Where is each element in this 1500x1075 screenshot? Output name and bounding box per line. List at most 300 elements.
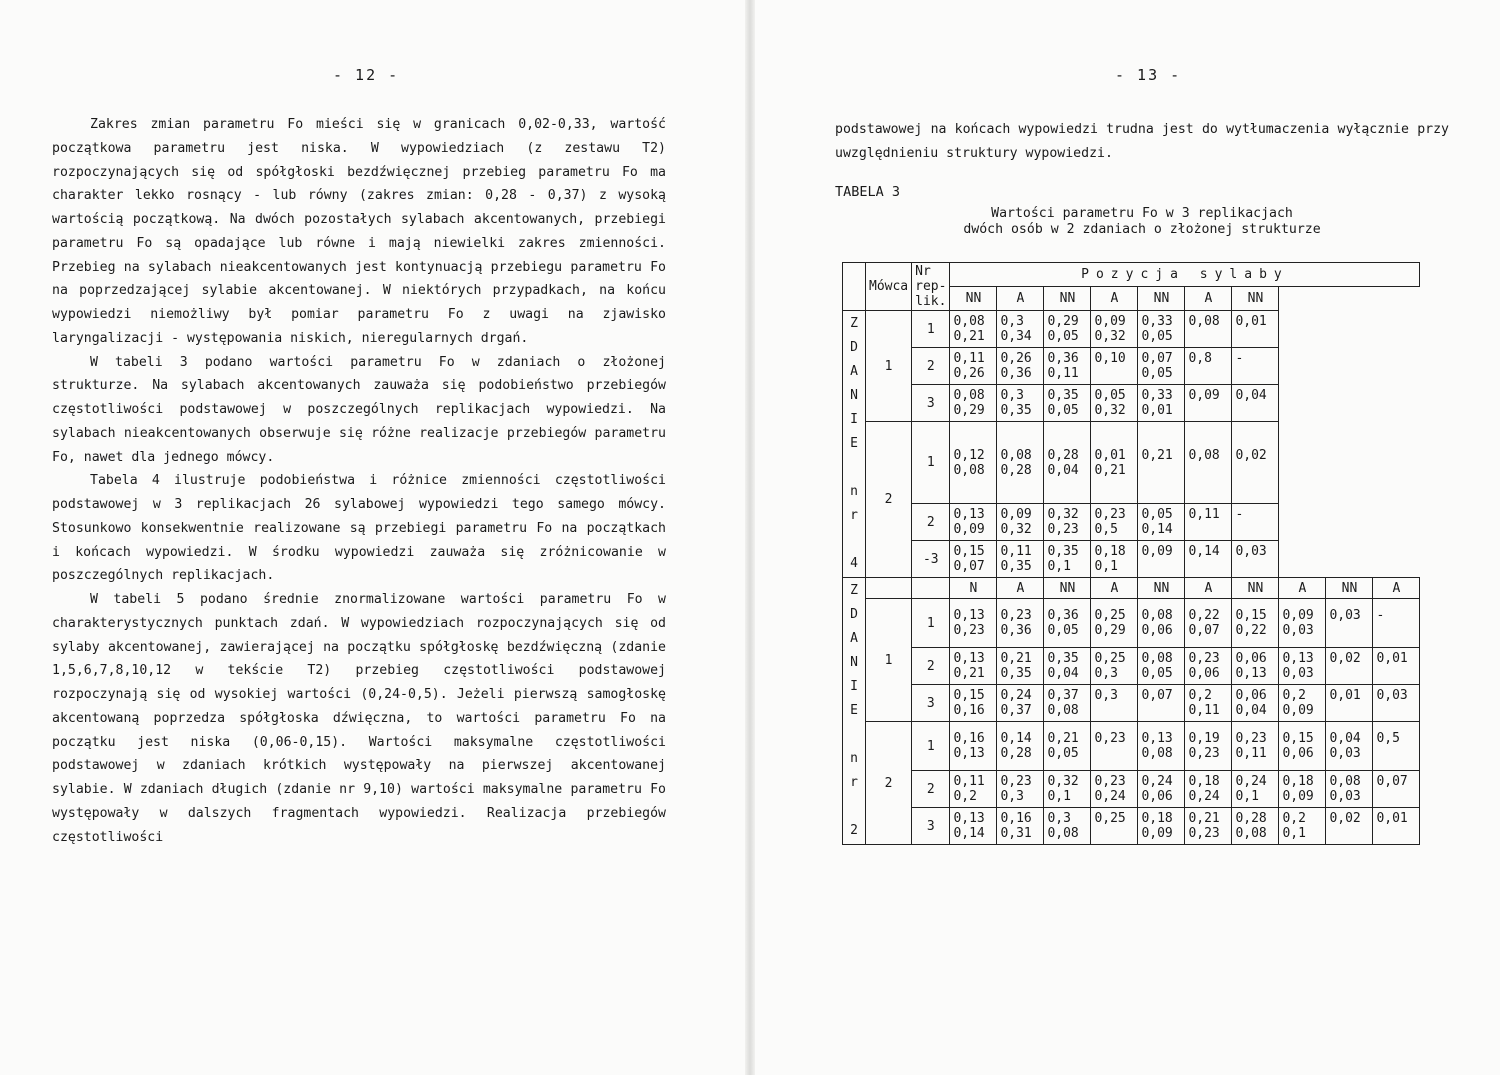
cell-value: 0,08 (1329, 774, 1361, 789)
syllable-column: A (1091, 287, 1138, 311)
syllable-column: NN (1326, 578, 1373, 599)
page-number: - 13 - (1115, 66, 1182, 84)
cell-value: 0,5 (1094, 522, 1118, 537)
cell-value: 0,35 (1047, 651, 1079, 666)
cell-value (1188, 463, 1228, 478)
cell-value: 0,03 (1376, 688, 1408, 703)
cell-value: 0,3 (1094, 666, 1118, 681)
table-cell (1326, 771, 1373, 808)
table-cell (950, 311, 997, 348)
cell-value: 0,26 (953, 366, 985, 381)
table-cell (1044, 685, 1091, 722)
table-cell (1091, 648, 1138, 685)
replication-number: 2 (912, 771, 950, 808)
table-cell (997, 808, 1044, 845)
cell-value (1094, 366, 1134, 381)
cell-value: 0,18 (1141, 811, 1173, 826)
cell-value: 0,21 (1047, 731, 1079, 746)
table-cell (1138, 385, 1185, 422)
table-cell (1044, 771, 1091, 808)
cell-value: 0,37 (1047, 688, 1079, 703)
cell-value: 0,35 (1000, 666, 1032, 681)
cell-value: 0,14 (1000, 731, 1032, 746)
cell-value: 0,2 (953, 789, 977, 804)
sentence-label-char (846, 795, 862, 819)
cell-value: 0,12 (953, 447, 985, 463)
cell-value: 0,23 (1000, 608, 1032, 623)
caption-line: Wartości parametru Fo w 3 replikacjach (991, 206, 1293, 221)
cell-value: 0,36 (1000, 623, 1032, 638)
cell-value: 0,08 (1188, 447, 1220, 463)
empty-header (1279, 287, 1420, 311)
cell-value: 0,34 (1000, 329, 1032, 344)
cell-value: 0,05 (1141, 366, 1173, 381)
cell-value (1235, 329, 1275, 344)
sentence-label-char: r (850, 775, 858, 790)
cell-value: 0,32 (1047, 774, 1079, 789)
sentence-label-char: E (850, 703, 858, 718)
empty-cell (1279, 422, 1420, 504)
cell-value (1141, 703, 1181, 718)
table-cell (1044, 422, 1091, 504)
cell-value: 0,13 (953, 651, 985, 666)
cell-value: 0,13 (953, 811, 985, 826)
table-cell (1091, 599, 1138, 648)
table-cell (1044, 808, 1091, 845)
cell-value: 0,5 (1376, 731, 1400, 746)
table-cell (1232, 422, 1279, 504)
cell-value: 0,18 (1188, 774, 1220, 789)
table-cell (950, 422, 997, 504)
syllable-column: A (997, 578, 1044, 599)
cell-value: 0,29 (1047, 314, 1079, 329)
table-cell (950, 808, 997, 845)
cell-value: 0,24 (1000, 688, 1032, 703)
replication-number: 2 (912, 348, 950, 385)
cell-value (1329, 623, 1369, 638)
cell-value (1376, 666, 1416, 681)
cell-value: 0,2 (1188, 688, 1212, 703)
table-row (843, 599, 1420, 648)
table-cell (1138, 808, 1185, 845)
table-cell (1232, 685, 1279, 722)
cell-value: 0,25 (1094, 608, 1126, 623)
cell-value: 0,09 (1141, 826, 1173, 841)
table-cell (997, 771, 1044, 808)
table-cell (1279, 808, 1326, 845)
cell-value: 0,14 (1141, 522, 1173, 537)
table-cell (1185, 808, 1232, 845)
cell-value: 0,23 (1094, 774, 1126, 789)
cell-value: 0,09 (953, 522, 985, 537)
cell-value: 0,28 (1047, 447, 1079, 463)
cell-value: 0,1 (1047, 559, 1071, 574)
table-cell (1279, 685, 1326, 722)
cell-value: 0,06 (1188, 666, 1220, 681)
replication-number: -3 (912, 541, 950, 578)
cell-value: 0,01 (1235, 314, 1267, 329)
sentence-label-char: D (850, 607, 858, 622)
table-cell (1373, 685, 1420, 722)
syllable-column: NN (1138, 287, 1185, 311)
speaker-number: 1 (866, 311, 912, 422)
cell-value: 0,1 (1047, 789, 1071, 804)
table-cell (950, 648, 997, 685)
speaker-header-blank (866, 578, 912, 599)
cell-value (1188, 522, 1228, 537)
table-cell (950, 685, 997, 722)
table-cell (1326, 685, 1373, 722)
cell-value: 0,05 (1141, 666, 1173, 681)
table-cell (1138, 685, 1185, 722)
table-cell (1091, 541, 1138, 578)
table-cell (1044, 599, 1091, 648)
replication-number: 2 (912, 504, 950, 541)
table-cell (1232, 648, 1279, 685)
table-cell (1232, 311, 1279, 348)
cell-value (1376, 746, 1416, 761)
table-cell (1232, 541, 1279, 578)
table-cell (950, 599, 997, 648)
empty-cell (1279, 348, 1420, 385)
cell-value: 0,21 (953, 666, 985, 681)
cell-value: 0,07 (953, 559, 985, 574)
cell-value: 0,23 (953, 623, 985, 638)
syllable-column: NN (1232, 287, 1279, 311)
cell-value: 0,09 (1094, 314, 1126, 329)
cell-value: 0,3 (1000, 314, 1024, 329)
table-cell (1373, 771, 1420, 808)
cell-value: 0,03 (1329, 608, 1361, 623)
speaker-number: 1 (866, 599, 912, 722)
cell-value: 0,02 (1329, 651, 1361, 666)
table-cell (1091, 422, 1138, 504)
cell-value: 0,13 (1141, 731, 1173, 746)
cell-value: 0,23 (1094, 507, 1126, 522)
paragraph: W tabeli 5 podano średnie znormalizowane wartości parametru Fo w charakterystycznych punktach zdań. W wypowiedziach rozpoczynających się od sylaby akcentowanej, zawierającej na początku spółgłoskę bezdźwięczną (zdanie 1,5,6,7,8,10,12 w tekście T2) przebieg częstotliwości podstawowej rozpoczynają się od wysokiej wartości (0,24-0,5). Jeżeli pierwszą samogłoskę akcentowaną poprzedza spółgłoska dźwięczna, to wartości parametru Fo na początku jest niska (0,06-0,15). Wartości maksymalne częstotliwości podstawowej w zdaniach krótkich występowały na pierwszej akcentowanej sylabie. W zdaniach długich (zdanie nr 9,10) wartości maksymalne parametru Fo występowały w dalszych fragmentach wypowiedzi. Realizacja przebiegów częstotliwości (52, 592, 666, 845)
cell-value: 0,35 (1047, 388, 1079, 403)
table-cell (1326, 808, 1373, 845)
sentence-label-char: 4 (850, 556, 858, 571)
empty-cell (1279, 385, 1420, 422)
cell-value: 0,06 (1282, 746, 1314, 761)
table-cell (1279, 648, 1326, 685)
table-cell (950, 348, 997, 385)
cell-value: 0,36 (1047, 351, 1079, 366)
cell-value: 0,16 (953, 703, 985, 718)
cell-value: 0,03 (1282, 666, 1314, 681)
cell-value: 0,15 (953, 544, 985, 559)
table-cell (1185, 541, 1232, 578)
table-cell (1138, 504, 1185, 541)
empty-cell (1279, 311, 1420, 348)
table-cell (997, 541, 1044, 578)
sentence-label-char: A (850, 364, 858, 379)
sentence-label-char: D (850, 340, 858, 355)
table-cell (1091, 808, 1138, 845)
cell-value: 0,14 (1188, 544, 1220, 559)
cell-value (1376, 789, 1416, 804)
cell-value: 0,3 (1000, 789, 1024, 804)
table-cell (1232, 504, 1279, 541)
cell-value: 0,05 (1094, 388, 1126, 403)
cell-value: 0,01 (1329, 688, 1361, 703)
cell-value (1188, 559, 1228, 574)
cell-value: 0,08 (953, 388, 985, 403)
table-cell (1232, 771, 1279, 808)
syllable-column: NN (950, 287, 997, 311)
table-cell (1091, 685, 1138, 722)
cell-value (1235, 522, 1275, 537)
replication-number: 3 (912, 685, 950, 722)
table-cell (1279, 722, 1326, 771)
cell-value: 0,15 (1235, 608, 1267, 623)
table-cell (997, 722, 1044, 771)
cell-value: 0,01 (1141, 403, 1173, 418)
table-cell (950, 771, 997, 808)
table-cell (1232, 808, 1279, 845)
cell-value: 0,8 (1188, 351, 1212, 366)
table-cell (1044, 541, 1091, 578)
replication-number: 2 (912, 648, 950, 685)
cell-value: 0,23 (1188, 746, 1220, 761)
table-cell (1091, 504, 1138, 541)
cell-value: 0,08 (953, 462, 985, 478)
syllable-column: A (1373, 578, 1420, 599)
cell-value (1235, 403, 1275, 418)
cell-value (1376, 623, 1416, 638)
cell-value: 0,23 (1094, 731, 1126, 746)
cell-value: 0,02 (1329, 811, 1361, 826)
table-cell (950, 504, 997, 541)
cell-value: 0,16 (953, 731, 985, 746)
cell-value: 0,04 (1047, 462, 1079, 478)
table-cell (1044, 504, 1091, 541)
cell-value: 0,36 (1000, 366, 1032, 381)
cell-value: 0,11 (1047, 366, 1079, 381)
cell-value: 0,23 (1000, 774, 1032, 789)
cell-value: 0,03 (1329, 746, 1361, 761)
cell-value: 0,32 (1094, 403, 1126, 418)
cell-value: 0,04 (1047, 666, 1079, 681)
speaker-number: 2 (866, 722, 912, 845)
sentence-label-char: Z (850, 583, 858, 598)
cell-value: 0,25 (1094, 651, 1126, 666)
cell-value: 0,08 (1141, 608, 1173, 623)
table-cell (1279, 771, 1326, 808)
table-cell (950, 722, 997, 771)
cell-value: 0,05 (1047, 623, 1079, 638)
table-cell (1373, 808, 1420, 845)
empty-cell (1279, 504, 1420, 541)
table-cell (1044, 348, 1091, 385)
data-table (842, 262, 1420, 845)
table-cell (1279, 599, 1326, 648)
table-row (843, 685, 1420, 722)
table-cell (1185, 422, 1232, 504)
table-cell (1232, 722, 1279, 771)
cell-value: 0,06 (1235, 688, 1267, 703)
cell-value (1329, 703, 1369, 718)
syllable-column: NN (1044, 578, 1091, 599)
table-cell (997, 648, 1044, 685)
syllable-column: A (1091, 578, 1138, 599)
replication-header-blank (912, 578, 950, 599)
cell-value: 0,02 (1235, 447, 1267, 463)
cell-value: 0,01 (1376, 651, 1408, 666)
cell-value: 0,24 (1235, 774, 1267, 789)
table-cell (1185, 771, 1232, 808)
syllable-column: N (950, 578, 997, 599)
cell-value: 0,37 (1000, 703, 1032, 718)
table-row (843, 771, 1420, 808)
cell-value: 0,1 (1235, 789, 1259, 804)
table-cell (950, 541, 997, 578)
cell-value: 0,21 (1188, 811, 1220, 826)
cell-value (1235, 366, 1275, 381)
replication-header-line: lik. (915, 294, 947, 309)
sentence-label-char (846, 456, 862, 480)
table-cell (997, 685, 1044, 722)
cell-value: 0,09 (1000, 507, 1032, 522)
corner-cell (843, 263, 866, 311)
syllable-column: NN (1044, 287, 1091, 311)
cell-value: 0,07 (1376, 774, 1408, 789)
cell-value: 0,08 (1000, 447, 1032, 463)
cell-value: 0,01 (1376, 811, 1408, 826)
table-cell (1232, 348, 1279, 385)
empty-cell (1279, 541, 1420, 578)
table-cell (1185, 648, 1232, 685)
cell-value: 0,2 (1282, 811, 1306, 826)
table-row (843, 808, 1420, 845)
sentence-label-char: E (850, 436, 858, 451)
cell-value: - (1376, 608, 1385, 623)
cell-value: 0,19 (1188, 731, 1220, 746)
cell-value: 0,35 (1047, 544, 1079, 559)
cell-value: 0,25 (1094, 811, 1126, 826)
table-cell (1185, 385, 1232, 422)
replication-number: 1 (912, 722, 950, 771)
cell-value: 0,08 (1141, 746, 1173, 761)
cell-value: 0,28 (1000, 462, 1032, 478)
table-cell (1185, 599, 1232, 648)
table-cell (1326, 722, 1373, 771)
cell-value: 0,3 (1094, 688, 1118, 703)
table-cell (1091, 385, 1138, 422)
syllable-column: A (1185, 287, 1232, 311)
table-row (843, 348, 1420, 385)
table-cell (950, 385, 997, 422)
cell-value: 0,11 (953, 774, 985, 789)
sentence-label-char: n (850, 751, 858, 766)
sentence-label-char: n (850, 484, 858, 499)
table-cell (1373, 599, 1420, 648)
cell-value: 0,07 (1141, 351, 1173, 366)
cell-value: 0,10 (1094, 351, 1126, 366)
cell-value (1188, 366, 1228, 381)
cell-value: 0,06 (1235, 651, 1267, 666)
cell-value: 0,2 (1282, 688, 1306, 703)
cell-value: 0,3 (1000, 388, 1024, 403)
table-cell (1044, 648, 1091, 685)
table-header-row (843, 263, 1420, 287)
table-row (843, 722, 1420, 771)
table-cell (997, 504, 1044, 541)
replication-header-line: Nr (915, 264, 931, 279)
syllable-column: NN (1232, 578, 1279, 599)
sentence-label-char: N (850, 655, 858, 670)
replication-header (912, 263, 950, 311)
cell-value: 0,08 (953, 314, 985, 329)
table-header-row (843, 578, 1420, 599)
cell-value: 0,09 (1282, 703, 1314, 718)
cell-value: 0,15 (953, 688, 985, 703)
table-cell (1138, 648, 1185, 685)
cell-value (1094, 746, 1134, 761)
cell-value: 0,1 (1282, 826, 1306, 841)
table-row (843, 311, 1420, 348)
table-cell (1138, 722, 1185, 771)
cell-value: 0,05 (1141, 507, 1173, 522)
table-cell (1185, 722, 1232, 771)
syllable-column: A (1185, 578, 1232, 599)
cell-value: 0,05 (1047, 746, 1079, 761)
paragraph: W tabeli 3 podano wartości parametru Fo w zdaniach o złożonej strukturze. Na sylabach akcentowanych zauważa się podobieństwo przebiegów częstotliwości podstawowej w poszczególnych replikacjach wypowiedzi. Na sylabach nieakcentowanych obserwuje się różne realizacje przebiegów parametru Fo, nawet dla jednego mówcy. (52, 354, 666, 465)
replication-number: 1 (912, 422, 950, 504)
table-cell (1044, 722, 1091, 771)
intro-paragraph: podstawowej na końcach wypowiedzi trudna jest do wytłumaczenia wyłącznie przy uwzględnieniu struktury wypowiedzi. (835, 122, 1449, 161)
cell-value: 0,23 (1047, 522, 1079, 537)
cell-value: 0,3 (1047, 811, 1071, 826)
cell-value (1235, 463, 1275, 478)
cell-value: 0,04 (1329, 731, 1361, 746)
cell-value: 0,26 (1000, 351, 1032, 366)
table-cell (1185, 311, 1232, 348)
table-cell (1326, 599, 1373, 648)
sentence-label-char: N (850, 388, 858, 403)
table-cell (997, 385, 1044, 422)
syllable-column: A (1279, 578, 1326, 599)
cell-value: 0,11 (1188, 507, 1220, 522)
table-cell (997, 311, 1044, 348)
sentence-label-char: 2 (850, 823, 858, 838)
cell-value: - (1235, 351, 1244, 366)
cell-value: 0,05 (1047, 329, 1079, 344)
cell-value: 0,32 (1047, 507, 1079, 522)
cell-value: 0,08 (1235, 826, 1267, 841)
table-cell (997, 422, 1044, 504)
cell-value: 0,21 (1094, 462, 1126, 478)
table-cell (1185, 685, 1232, 722)
replication-number: 3 (912, 808, 950, 845)
table-row (843, 385, 1420, 422)
table-cell (1138, 422, 1185, 504)
cell-value: 0,11 (953, 351, 985, 366)
table-row (843, 504, 1420, 541)
table-cell (1185, 348, 1232, 385)
body-text (52, 113, 666, 849)
cell-value (1094, 826, 1134, 841)
cell-value: 0,03 (1235, 544, 1267, 559)
cell-value: 0,24 (1188, 789, 1220, 804)
cell-value: 0,05 (1047, 403, 1079, 418)
sentence-label-char: I (850, 412, 858, 427)
replication-number: 1 (912, 311, 950, 348)
cell-value: 0,03 (1329, 789, 1361, 804)
cell-value (1188, 329, 1228, 344)
table-cell (1044, 385, 1091, 422)
